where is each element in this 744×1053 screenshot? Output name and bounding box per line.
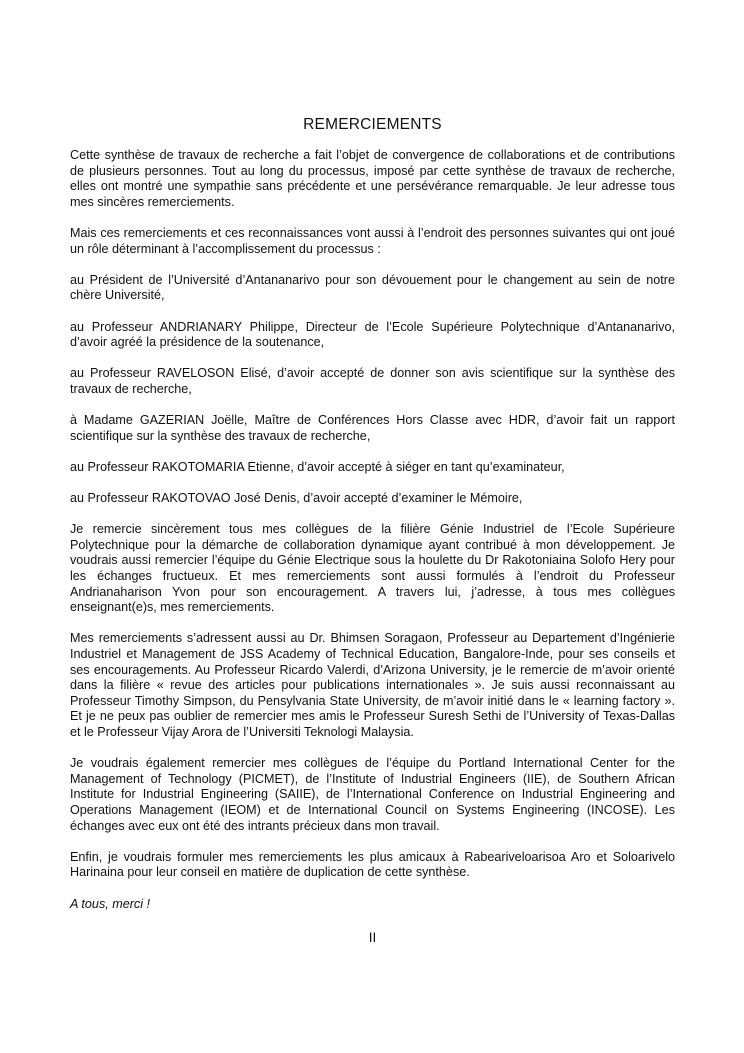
paragraph-gazerian: à Madame GAZERIAN Joëlle, Maître de Conférences Hors Classe avec HDR, d’avoir fait un rapport scientifique sur la synthèse des travaux de recherche, [70, 413, 675, 443]
paragraph-international: Mes remerciements s’adressent aussi au Dr. Bhimsen Soragaon, Professeur au Departement d’Ingénierie Industriel et Management de JSS Academy of Technical Education, Bangalore-Inde, pour ses conseils et ses encouragements. Au Professeur Ricardo Valerdi, d’Arizona University, je le remercie de m’avoir orienté dans la filière « revue des articles pour publications internationales ». Je suis aussi reconnaissant au Professeur Timothy Simpson, du Pensylvania State University, de m’avoir initié dans le « learning factory ». Et je ne peux pas oublier de remercier mes amis le Professeur Suresh Sethi de l’University of Texas-Dallas et le Professeur Vijay Arora de l’Universiti Teknologi Malaysia. [70, 631, 675, 739]
paragraph-colleagues: Je remercie sincèrement tous mes collègues de la filière Génie Industriel de l’Ecole Supérieure Polytechnique pour la démarche de collaboration dynamique ayant contribué à mon développement. Je voudrais aussi remercier l’équipe du Génie Electrique sous la houlette du Dr Rakotoniaina Solofo Hery pour les échanges fructueux. Et mes remerciements sont aussi formulés à l’endroit du Professeur Andrianaharison Yvon pour son encouragement. A travers lui, j’adresse, à tous mes collègues enseignant(e)s, mes remerciements. [70, 522, 675, 615]
document-body [70, 148, 675, 928]
paragraph-intro: Cette synthèse de travaux de recherche a fait l’objet de convergence de collaborations et de contributions de plusieurs personnes. Tout au long du processus, imposé par cette synthèse de travaux de recherche, elles ont montré une sympathie sans précédente et une persévérance remarquable. Je leur adresse tous mes sincères remerciements. [70, 148, 675, 209]
page-title: REMERCIEMENTS [303, 116, 442, 133]
paragraph-rakotomaria: au Professeur RAKOTOMARIA Etienne, d’avoir accepté à siéger en tant qu’examinateur, [70, 459, 565, 474]
page-number: II [368, 930, 377, 945]
paragraph-final-thanks: Enfin, je voudrais formuler mes remerciements les plus amicaux à Rabeariveloarisoa Aro et Soloarivelo Harinaina pour leur conseil en matière de duplication de cette synthèse. [70, 849, 675, 880]
paragraph-acknowledgement-lead: Mais ces remerciements et ces reconnaissances vont aussi à l’endroit des personnes suivantes qui ont joué un rôle déterminant à l’accomplissement du processus : [70, 225, 675, 256]
paragraph-organizations: Je voudrais également remercier mes collègues de l’équipe du Portland International Center for the Management of Technology (PICMET), de l’Institute of Industrial Engineers (IIE), de Southern African Institute for Industrial Engineering (SAIIE), de l’International Conference on Industrial Engineering and Operations Management (IEOM) et de International Council on Systems Engineering (INCOSE). Les échanges avec eux ont été des intrants précieux dans mon travail. [70, 756, 675, 833]
paragraph-andrianary: au Professeur ANDRIANARY Philippe, Directeur de l’Ecole Supérieure Polytechnique d’Antananarivo, d’avoir agréé la présidence de la soutenance, [70, 319, 675, 350]
paragraph-raveloson: au Professeur RAVELOSON Elisé, d’avoir accepté de donner son avis scientifique sur la synthèse des travaux de recherche, [70, 366, 675, 396]
paragraph-president: au Président de l’Université d’Antananarivo pour son dévouement pour le changement au sein de notre chère Université, [70, 272, 675, 303]
closing-line: A tous, merci ! [70, 896, 151, 911]
paragraph-rakotovao: au Professeur RAKOTOVAO José Denis, d’avoir accepté d’examiner le Mémoire, [70, 491, 523, 506]
